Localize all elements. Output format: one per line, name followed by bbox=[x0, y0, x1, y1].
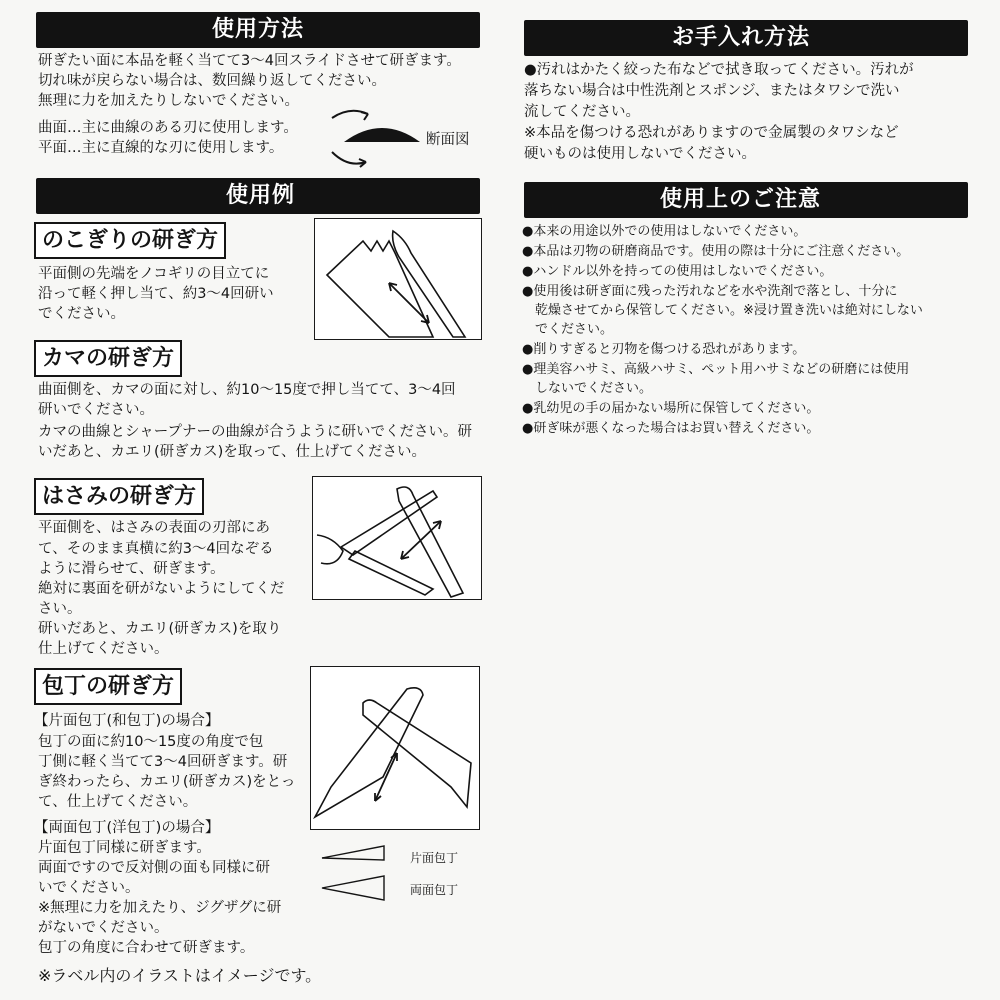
single-edge-label: 片面包丁 bbox=[410, 851, 459, 865]
single-edge-diagram bbox=[318, 842, 390, 866]
knife-title: 包丁の研ぎ方 bbox=[34, 668, 182, 705]
usage-line-2: 切れ味が戻らない場合は、数回繰り返してください。 bbox=[38, 73, 386, 89]
sickle-line-4: いだあと、カエリ(研ぎカス)を取って、仕上げてください。 bbox=[38, 444, 427, 460]
cross-section-label: 断面図 bbox=[426, 132, 470, 148]
sickle-title: カマの研ぎ方 bbox=[34, 340, 182, 377]
cautions-header: 使用上のご注意 bbox=[660, 187, 822, 212]
care-line-5: 硬いものは使用しないでください。 bbox=[524, 146, 756, 162]
usage-method-header-bar bbox=[36, 12, 480, 48]
cross-section-diagram bbox=[310, 104, 430, 174]
examples-header: 使用例 bbox=[226, 183, 296, 208]
knife-double-line-3: いでください。 bbox=[38, 880, 140, 896]
knife-double-header: 【両面包丁(洋包丁)の場合】 bbox=[34, 820, 220, 836]
sickle-line-1: 曲面側を、カマの面に対し、約10～15度で押し当てて、3～4回 bbox=[38, 382, 456, 398]
scissors-line-6: 研いだあと、カエリ(研ぎカス)を取り bbox=[38, 621, 282, 637]
curved-surface-line: 曲面…主に曲線のある刃に使用します。 bbox=[38, 120, 298, 136]
scissors-line-3: ように滑らせて、研ぎます。 bbox=[38, 561, 225, 577]
scissors-handle bbox=[317, 535, 343, 564]
saw-illustration bbox=[314, 218, 482, 340]
sickle-line-2: 研いでください。 bbox=[38, 402, 154, 418]
caution-line-8: ●理美容ハサミ、高級ハサミ、ペット用ハサミなどの研磨には使用 bbox=[522, 362, 910, 377]
knife-double-line-1: 片面包丁同様に研ぎます。 bbox=[38, 840, 211, 856]
saw-line-2: 沿って軽く押し当て、約3～4回研い bbox=[38, 286, 274, 302]
scissors-line-4: 絶対に裏面を研がないようにしてくだ bbox=[38, 581, 285, 597]
scissors-illustration bbox=[312, 476, 482, 600]
care-header: お手入れ方法 bbox=[672, 25, 811, 50]
footnote: ※ラベル内のイラストはイメージです。 bbox=[38, 966, 322, 985]
cautions-header-bar bbox=[524, 182, 968, 218]
scissors-blade-lower bbox=[349, 551, 433, 595]
knife-double-line-5: がないでください。 bbox=[38, 920, 169, 936]
care-line-3: 流してください。 bbox=[524, 104, 640, 120]
double-arrow-icon bbox=[375, 753, 397, 801]
caution-line-3: ●ハンドル以外を持っての使用はしないでください。 bbox=[522, 264, 833, 279]
knife-single-line-1: 包丁の面に約10～15度の角度で包 bbox=[38, 734, 264, 750]
double-edge-label: 両面包丁 bbox=[410, 883, 459, 897]
knife-double-line-6: 包丁の角度に合わせて研ぎます。 bbox=[38, 940, 255, 956]
usage-method-header: 使用方法 bbox=[212, 17, 305, 42]
saw-blade bbox=[327, 241, 433, 337]
scissors-line-2: て、そのまま真横に約3～4回なぞる bbox=[38, 541, 274, 557]
knife-single-line-3: ぎ終わったら、カエリ(研ぎカス)をとっ bbox=[38, 774, 296, 790]
caution-line-2: ●本品は刃物の研磨商品です。使用の際は十分にご注意ください。 bbox=[522, 244, 910, 259]
caution-line-5: 乾燥させてから保管してください。※浸け置き洗いは絶対にしない bbox=[522, 303, 923, 318]
care-line-2: 落ちない場合は中性洗剤とスポンジ、またはタワシで洗い bbox=[524, 83, 900, 99]
double-arrow-icon bbox=[389, 283, 429, 323]
knife-illustration bbox=[310, 666, 480, 830]
sickle-line-3: カマの曲線とシャープナーの曲線が合うように研いでください。研 bbox=[38, 424, 472, 440]
examples-header-bar bbox=[36, 178, 480, 214]
caution-line-7: ●削りすぎると刃物を傷つける恐れがあります。 bbox=[522, 342, 806, 357]
saw-line-3: でください。 bbox=[38, 306, 125, 322]
caution-line-10: ●乳幼児の手の届かない場所に保管してください。 bbox=[522, 401, 820, 416]
caution-line-1: ●本来の用途以外での使用はしないでください。 bbox=[522, 224, 807, 239]
knife-single-line-4: て、仕上げてください。 bbox=[38, 794, 198, 810]
caution-line-11: ●研ぎ味が悪くなった場合はお買い替えください。 bbox=[522, 421, 820, 436]
scissors-title: はさみの研ぎ方 bbox=[34, 478, 204, 515]
knife-blade bbox=[315, 688, 423, 817]
double-edge-diagram bbox=[318, 874, 390, 902]
knife-single-header: 【片面包丁(和包丁)の場合】 bbox=[34, 713, 220, 729]
usage-line-3: 無理に力を加えたりしないでください。 bbox=[38, 93, 299, 109]
caution-line-4: ●使用後は研ぎ面に残った汚れなどを水や洗剤で落とし、十分に bbox=[522, 284, 898, 299]
saw-line-1: 平面側の先端をノコギリの目立てに bbox=[38, 266, 270, 282]
saw-title: のこぎりの研ぎ方 bbox=[34, 222, 226, 259]
sharpener-tool bbox=[397, 487, 463, 597]
flat-surface-line: 平面…主に直線的な刃に使用します。 bbox=[38, 140, 284, 156]
double-arrow-icon bbox=[401, 521, 441, 559]
caution-line-9: しないでください。 bbox=[522, 381, 653, 396]
caution-line-6: でください。 bbox=[522, 322, 614, 337]
knife-single-line-2: 丁側に軽く当てて3～4回研ぎます。研 bbox=[38, 754, 288, 770]
knife-double-line-2: 両面ですので反対側の面も同様に研 bbox=[38, 860, 270, 876]
care-header-bar bbox=[524, 20, 968, 56]
knife-double-line-4: ※無理に力を加えたり、ジグザグに研 bbox=[38, 900, 282, 916]
cross-section-shape bbox=[344, 128, 420, 142]
care-line-4: ※本品を傷つける恐れがありますので金属製のタワシなど bbox=[524, 125, 899, 141]
scissors-line-1: 平面側を、はさみの表面の刃部にあ bbox=[38, 520, 270, 536]
care-line-1: ●汚れはかたく絞った布などで拭き取ってください。汚れが bbox=[524, 62, 914, 78]
curved-arrow-bottom-icon bbox=[332, 152, 366, 164]
scissors-line-7: 仕上げてください。 bbox=[38, 641, 169, 657]
scissors-line-5: さい。 bbox=[38, 601, 82, 617]
usage-line-1: 研ぎたい面に本品を軽く当てて3～4回スライドさせて研ぎます。 bbox=[38, 53, 461, 69]
